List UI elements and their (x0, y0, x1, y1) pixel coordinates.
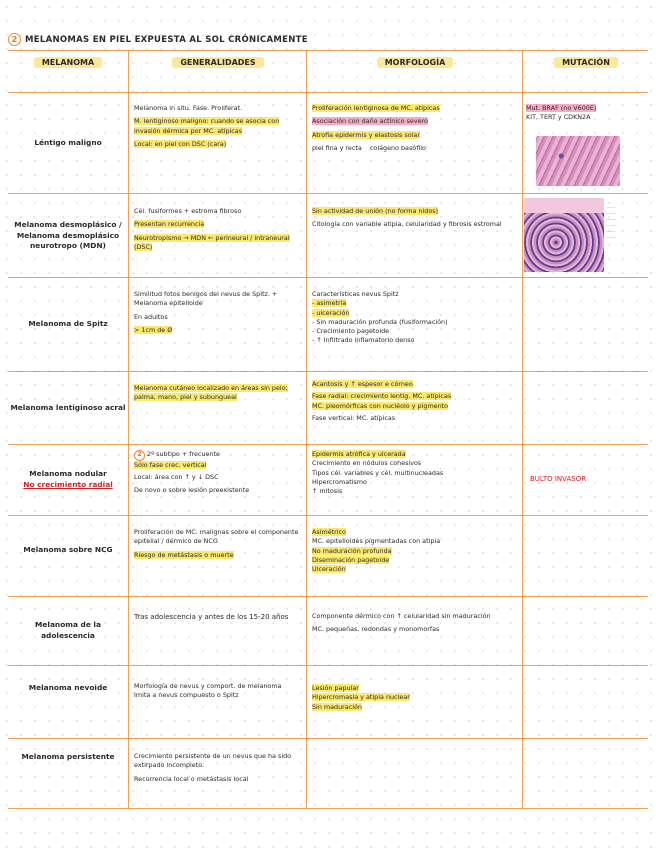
row-name: Léntigo maligno (34, 137, 102, 147)
histology-image (536, 136, 620, 186)
subtype-order-badge: 2 (134, 450, 145, 461)
title-text: MELANOMAS EN PIEL EXPUESTA AL SOL CRÓNICAMENTE (25, 34, 308, 45)
morfologia-cell: Lesión papular Hipercromasia y atipia nuclear Sin maduración (312, 684, 410, 711)
morfologia-cell: Acantosis y ↑ espesor e córneo Fase radial: crecimiento lentig. MC. atípicas MC. pleomórficas con nucléolo y pigmento Fase vertical: MC. atípicas (312, 380, 452, 422)
header-melanoma: MELANOMA (8, 58, 128, 67)
row-name: Melanoma nodular No crecimiento radial (10, 448, 126, 512)
row-name: Melanoma lentiginoso acral (10, 402, 126, 412)
header-morfologia: MORFOLOGÍA (308, 58, 522, 67)
row-name: Melanoma persistente (21, 751, 115, 761)
generalidades-cell: Melanoma cutáneo localizado en áreas sin pelo; palma, mano, piel y subungueal (134, 384, 288, 402)
generalidades-cell: Cél. fusiformes + estroma fibroso Presentan recurrencia Neurotropismo → MDN ← perineural / intraneural (DSC) (134, 207, 290, 251)
row-divider (8, 738, 648, 739)
col-divider (306, 50, 307, 808)
section-number: 2 (8, 33, 21, 46)
morfologia-cell: Epidermis atrófica y ulcerada Crecimiento en nódulos cohesivos Tipos cél. variables y cél. multinucleadas Hipercromatismo ↑ mitosis (312, 450, 444, 496)
mutacion-cell: Mut. BRAF (no V600E) KIT, TERT y CDKN2A (526, 104, 597, 122)
row-name: Melanoma desmoplásico / Melanoma desmoplásico neurotropo (MDN) (14, 219, 122, 251)
row-divider (8, 277, 648, 278)
col-divider (128, 50, 129, 808)
generalidades-cell: Morfología de nevus y comport. de melanoma Imita a nevus compuesto o Spitz (134, 682, 282, 700)
row-divider (8, 515, 648, 516)
histology-image (524, 198, 604, 272)
generalidades-cell: Tras adolescencia y antes de los 15-20 años (134, 613, 289, 621)
header-generalidades: GENERALIDADES (130, 58, 306, 67)
morfologia-cell: Asimétrico MC. epitelioides pigmentadas con atipia No maduración profunda Diseminación pagetoide Ulceración (312, 528, 441, 574)
row-divider (8, 371, 648, 372)
row-divider (8, 665, 648, 666)
col-divider (522, 50, 523, 808)
table-top-line (8, 50, 648, 51)
row-name: Melanoma sobre NCG (23, 544, 113, 554)
row-name: Melanoma de Spitz (28, 318, 108, 328)
generalidades-cell: Similitud fotos benigos del nevus de Spitz. + Melanoma epitelioide En adultos > 1cm de Ø (134, 290, 278, 334)
histology-image-labels: ——— ——— ——— ——— ——— ——— (606, 205, 616, 240)
generalidades-cell: 2 2º subtipo + frecuente Sólo fase crec. vertical Local: área con ↑ y ↓ DSC De novo o sobre lesión preexistente (134, 450, 250, 494)
mutacion-cell: BULTO INVASOR (530, 475, 587, 483)
row-name: Melanoma nevoide (28, 682, 108, 692)
morfologia-cell: Componente dérmico con ↑ celularidad sin maduración MC. pequeñas, redondas y monomorfas (312, 612, 491, 634)
morfologia-cell: Características nevus Spitz - asimetría - ulceración - Sin maduración profunda (fusiformación) - Crecimiento pagetoide - ↑ Infiltrado inflamatorio denso (312, 290, 448, 345)
header-mutacion: MUTACIÓN (524, 58, 648, 67)
row-divider (8, 596, 648, 597)
generalidades-cell: Proliferación de MC. malignas sobre el componente epitelial / dérmico de NCG Riesgo de metástasis o muerte (134, 528, 299, 559)
page-title (8, 33, 308, 46)
row-divider (8, 193, 648, 194)
row-divider (8, 92, 648, 93)
generalidades-cell: Crecimiento persistente de un nevus que ha sido extirpado incompleto. Recurrencia local o metástasis local (134, 752, 292, 783)
row-name: Melanoma de la adolescencia (35, 620, 101, 640)
morfologia-cell: Sin actividad de unión (no forma nidos) Citología con variable atipia, celularidad y fibrosis estromal (312, 207, 502, 229)
table-bottom-line (8, 808, 648, 809)
morfologia-cell: Proliferación lentiginosa de MC. atípicas Asociación con daño actínico severo Atrofia epidermis y elastosis solar piel fina y recta colágeno basófilo (312, 104, 440, 152)
no-radial-growth-note: No crecimiento radial (23, 480, 113, 489)
row-divider (8, 444, 648, 445)
generalidades-cell: Melanoma in situ. Fase. Proliferat. M. lentiginoso maligno: cuando se asocia con invasión dérmica por MC. atípicas Local: en piel con DSC (cara) (134, 104, 280, 148)
